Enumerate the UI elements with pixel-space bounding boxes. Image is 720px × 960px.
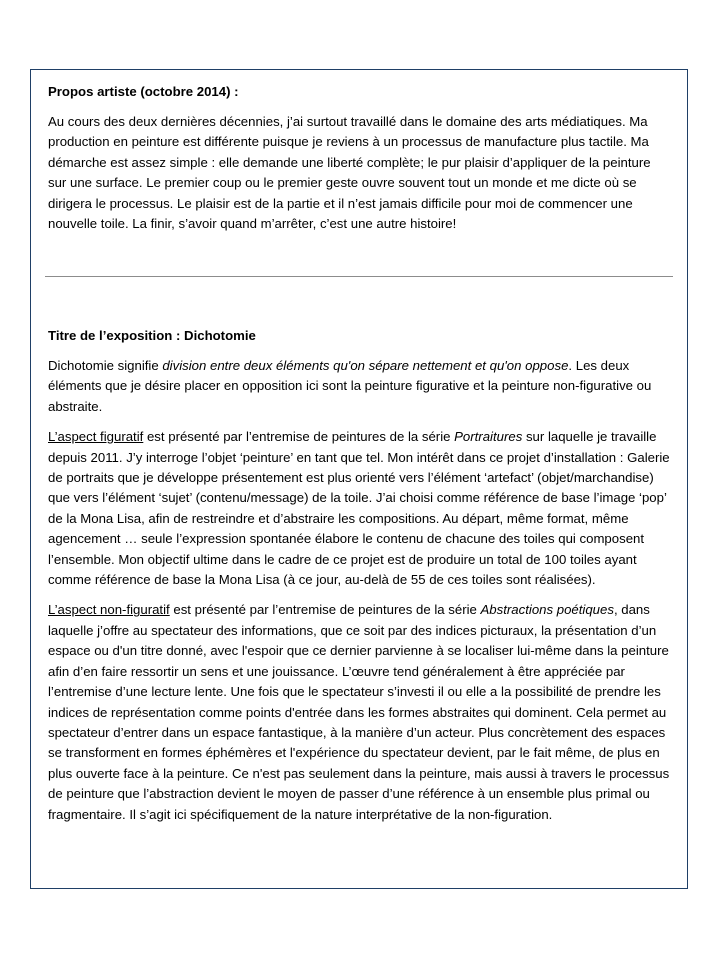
nonfiguratif-series-name: Abstractions poétiques xyxy=(480,602,614,618)
nonfiguratif-heading: L’aspect non-figuratif xyxy=(48,602,170,618)
figuratif-text-pre: est présenté par l’entremise de peintures de la série xyxy=(143,429,455,445)
intro-definition: division entre deux éléments qu'on sépare nettement et qu'on oppose xyxy=(162,358,569,373)
document-frame xyxy=(30,69,688,889)
nonfiguratif-text-post: , dans laquelle j’offre au spectateur des informations, que ce soit par des indices picturaux, la présentation d’un espace ou d'un titre donné, avec l'espoir que ce dernier parvienne à se localiser lui-même dans la peinture afin d’en faire ressortir un sens et une jouissance. L’œuvre tend généralement à être appréciée par l’entremise d’une lecture lente. Une fois que le spectateur s’investi il ou elle a la possibilité de prendre les indices de représentation comme points d'entrée dans les formes abstraites qui dominent. Cela permet au spectateur d’entrer dans un espace fantastique, à la manière d’un acteur. Plus concrètement des espaces se transforment en formes éphémères et l'expérience du spectateur devient, par le fait même, de plus en plus ouverte face à la peinture. Ce n'est pas seulement dans la peinture, mais aussi à travers le processus de peinture que l’abstraction devient le moyen de passer d’une référence à un ensemble plus primal ou fragmentaire. Il s’agit ici spécifiquement de la nature interprétative de la non-figuration. xyxy=(48,602,670,822)
figuratif-paragraph xyxy=(48,427,672,590)
figuratif-series-name: Portraitures xyxy=(454,429,523,445)
artist-statement-section xyxy=(48,82,672,234)
intro-text-pre: Dichotomie signifie xyxy=(48,358,163,373)
artist-statement-body: Au cours des deux dernières décennies, j’ai surtout travaillé dans le domaine des arts médiatiques. Ma production en peinture est différente puisque je reviens à un processus de manufacture plus tactile. Ma démarche est assez simple : elle demande une liberté complète; le pur plaisir d’appliquer de la peinture sur une surface. Le premier coup ou le premier geste ouvre souvent tout un monde et me dicte où se dirigera le processus. Le plaisir est de la partie et il n’est jamais difficile pour moi de commencer une nouvelle toile. La finir, s’avoir quand m’arrêter, c’est une autre histoire! xyxy=(48,114,651,232)
figuratif-heading: L’aspect figuratif xyxy=(48,429,144,445)
exhibition-title: Titre de l’exposition : Dichotomie xyxy=(48,328,256,343)
nonfiguratif-text-pre: est présenté par l’entremise de peintures de la série xyxy=(169,602,481,618)
exhibition-section xyxy=(48,326,672,825)
section-divider xyxy=(45,276,673,277)
figuratif-text-post: sur laquelle je travaille depuis 2011. J’y interroge l’objet ‘peinture’ en tant que tel. Mon intérêt dans ce projet d’installation : Galerie de portraits que je développe présentement est plus orienté vers l’élément ‘artefact’ (objet/marchandise) que vers l’élément ‘sujet’ (contenu/message) de la toile. J’ai choisi comme référence de base l’image ‘pop’ de la Mona Lisa, afin de restreindre et d’abstraire les compositions. Au départ, même format, même agencement … seule l’expression spontanée élabore le contenu de chacune des toiles qui composent l’ensemble. Mon objectif ultime dans le cadre de ce projet est de produire un total de 100 toiles ayant comme référence de base la Mona Lisa (à ce jour, au-delà de 55 de ces toiles sont réalisées). xyxy=(48,429,670,588)
artist-statement-title: Propos artiste (octobre 2014) : xyxy=(48,84,239,99)
nonfiguratif-paragraph xyxy=(48,600,672,824)
intro-text-post: . Les deux éléments que je désire placer en opposition ici sont la peinture figurative et la peinture non-figurative ou abstraite. xyxy=(48,358,652,414)
exhibition-intro xyxy=(48,356,672,417)
